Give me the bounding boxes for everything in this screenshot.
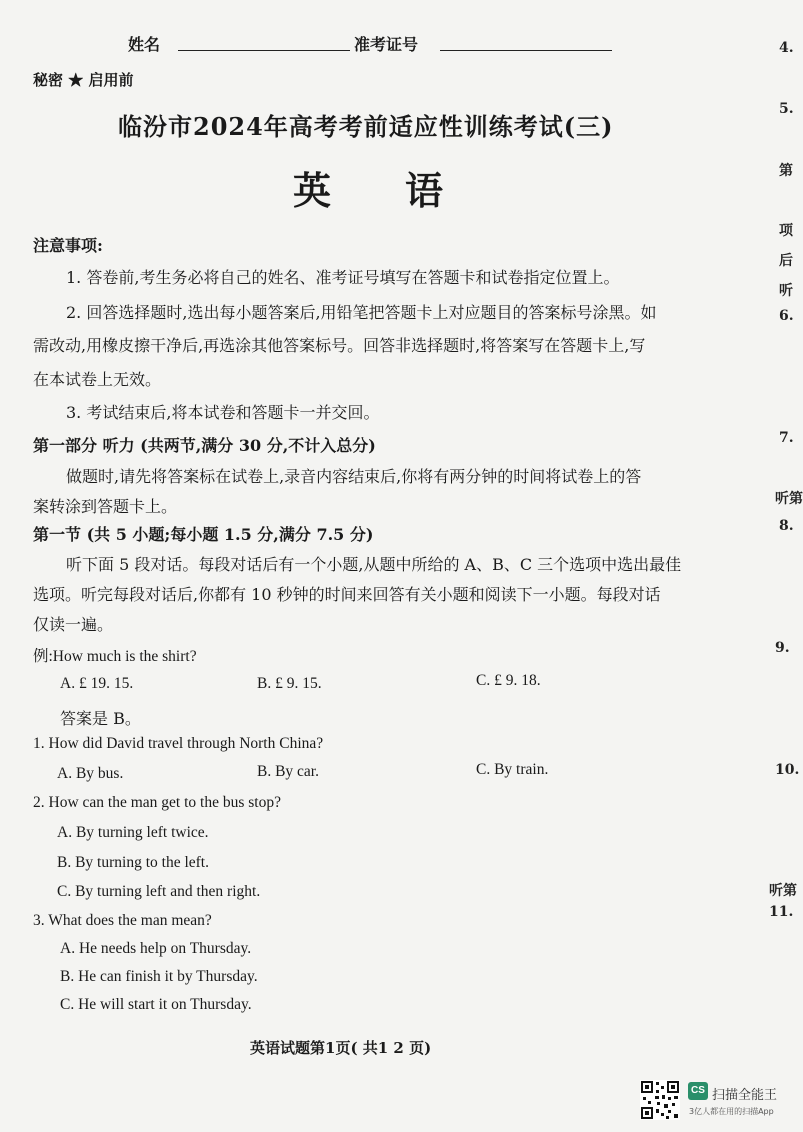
- scanner-logo-icon: CS: [688, 1082, 708, 1100]
- section1-heading: 第一节 (共 5 小题;每小题 1.5 分,满分 7.5 分): [33, 525, 374, 544]
- notice-item-2-line-3: 在本试卷上无效。: [33, 370, 162, 389]
- subject-char-2: 语: [405, 168, 444, 213]
- scanner-tagline: 3亿人都在用的扫描App: [689, 1107, 774, 1116]
- edge-number-6: 6.: [779, 308, 794, 324]
- example-option-b[interactable]: B. £ 9. 15.: [257, 675, 322, 692]
- notice-item-2-line-1: 2. 回答选择题时,选出每小题答案后,用铅笔把答题卡上对应题目的答案标号涂黑。如: [66, 303, 657, 322]
- name-label: 姓名: [128, 35, 161, 54]
- exam-id-blank[interactable]: [440, 50, 612, 51]
- edge-fragment-tingdi: 听第: [775, 491, 803, 507]
- question-2-option-b[interactable]: B. By turning to the left.: [57, 854, 209, 871]
- question-3-option-a[interactable]: A. He needs help on Thursday.: [60, 940, 252, 957]
- section1-line-3: 仅读一遍。: [33, 615, 114, 634]
- question-3-option-b[interactable]: B. He can finish it by Thursday.: [60, 968, 258, 985]
- question-2-option-a[interactable]: A. By turning left twice.: [57, 824, 209, 841]
- question-2-stem: 2. How can the man get to the bus stop?: [33, 794, 281, 811]
- name-blank[interactable]: [178, 50, 350, 51]
- scanner-name: 扫描全能王: [712, 1088, 778, 1103]
- part1-heading: 第一部分 听力 (共两节,满分 30 分,不计入总分): [33, 436, 376, 455]
- section1-line-2: 选项。听完每段对话后,你都有 10 秒钟的时间来回答有关小题和阅读下一小题。每段对话: [33, 585, 661, 604]
- part1-intro-line-1: 做题时,请先将答案标在试卷上,录音内容结束后,你将有两分钟的时间将试卷上的答: [66, 467, 642, 486]
- edge-number-7: 7.: [779, 430, 794, 446]
- notice-item-3: 3. 考试结束后,将本试卷和答题卡一并交回。: [66, 403, 380, 422]
- section1-line-1: 听下面 5 段对话。每段对话后有一个小题,从题中所给的 A、B、C 三个选项中选出最佳: [66, 555, 682, 574]
- example-answer: 答案是 B。: [60, 709, 141, 728]
- notice-heading: 注意事项:: [33, 236, 103, 255]
- question-3-option-c[interactable]: C. He will start it on Thursday.: [60, 996, 252, 1013]
- edge-number-10: 10.: [775, 762, 800, 778]
- notice-item-2-line-2: 需改动,用橡皮擦干净后,再选涂其他答案标号。回答非选择题时,将答案写在答题卡上,写: [33, 336, 646, 355]
- edge-fragment-xiang: 项: [779, 223, 793, 239]
- question-1-option-c[interactable]: C. By train.: [476, 761, 549, 778]
- secret-label: 秘密 ★ 启用前: [33, 71, 134, 89]
- example-option-a[interactable]: A. £ 19. 15.: [60, 675, 134, 692]
- page-title: 临汾市2024年高考考前适应性训练考试(三): [118, 112, 614, 141]
- edge-number-9: 9.: [775, 640, 790, 656]
- edge-fragment-tingdi-2: 听第: [769, 883, 797, 899]
- qr-code-icon: [640, 1080, 680, 1120]
- edge-number-11: 11.: [769, 904, 794, 920]
- edge-number-4: 4.: [779, 40, 794, 56]
- subject-char-1: 英: [293, 168, 332, 213]
- edge-fragment-di: 第: [779, 163, 793, 179]
- question-2-option-c[interactable]: C. By turning left and then right.: [57, 883, 261, 900]
- notice-item-1: 1. 答卷前,考生务必将自己的姓名、准考证号填写在答题卡和试卷指定位置上。: [66, 268, 620, 287]
- question-1-option-a[interactable]: A. By bus.: [57, 765, 124, 782]
- example-question: 例:How much is the shirt?: [33, 648, 197, 665]
- question-1-stem: 1. How did David travel through North China?: [33, 735, 324, 752]
- page-number-label: 英语试题第1页( 共1 2 页): [250, 1039, 432, 1057]
- edge-fragment-ting: 听: [779, 283, 793, 299]
- question-1-option-b[interactable]: B. By car.: [257, 763, 319, 780]
- question-3-stem: 3. What does the man mean?: [33, 912, 212, 929]
- part1-intro-line-2: 案转涂到答题卡上。: [33, 497, 178, 516]
- example-option-c[interactable]: C. £ 9. 18.: [476, 672, 541, 689]
- edge-number-5: 5.: [779, 101, 794, 117]
- exam-id-label: 准考证号: [354, 35, 419, 54]
- edge-fragment-hou: 后: [779, 253, 793, 269]
- edge-number-8: 8.: [779, 518, 794, 534]
